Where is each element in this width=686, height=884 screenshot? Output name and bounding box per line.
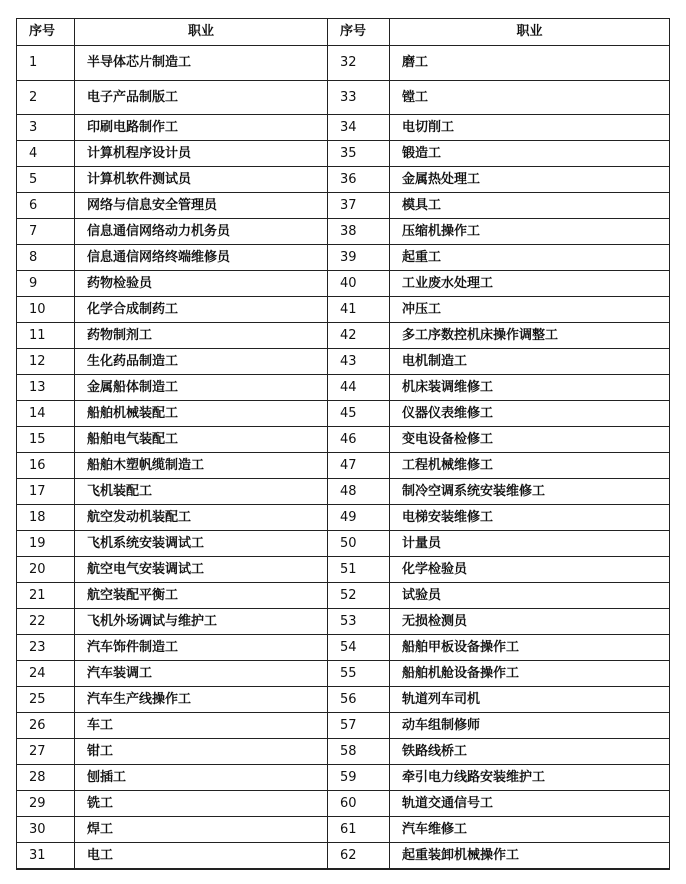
table-row <box>17 375 670 401</box>
occupation-name-right: 动车组制修师 <box>390 713 670 739</box>
table-row <box>17 635 670 661</box>
table-row <box>17 661 670 687</box>
row-number-left: 12 <box>17 349 75 375</box>
row-number-left: 21 <box>17 583 75 609</box>
table-row <box>17 297 670 323</box>
occupation-name-right: 起重工 <box>390 245 670 271</box>
row-number-right: 55 <box>328 661 390 687</box>
row-number-right: 56 <box>328 687 390 713</box>
occupation-name-right: 变电设备检修工 <box>390 427 670 453</box>
table-row <box>17 713 670 739</box>
occupation-name-right: 冲压工 <box>390 297 670 323</box>
row-number-right: 48 <box>328 479 390 505</box>
occupation-name-right: 金属热处理工 <box>390 167 670 193</box>
row-number-right: 33 <box>328 81 390 115</box>
row-number-left: 9 <box>17 271 75 297</box>
row-number-left: 30 <box>17 817 75 843</box>
occupation-name-right: 仪器仪表维修工 <box>390 401 670 427</box>
occupation-name-left: 飞机外场调试与维护工 <box>75 609 328 635</box>
row-number-left: 20 <box>17 557 75 583</box>
row-number-right: 43 <box>328 349 390 375</box>
row-number-right: 57 <box>328 713 390 739</box>
row-number-left: 13 <box>17 375 75 401</box>
occupation-name-left: 航空电气安装调试工 <box>75 557 328 583</box>
occupation-name-right: 试验员 <box>390 583 670 609</box>
occupation-name-left: 网络与信息安全管理员 <box>75 193 328 219</box>
occupation-name-left: 铣工 <box>75 791 328 817</box>
row-number-left: 5 <box>17 167 75 193</box>
table-row <box>17 505 670 531</box>
occupation-name-left: 汽车生产线操作工 <box>75 687 328 713</box>
occupation-name-right: 多工序数控机床操作调整工 <box>390 323 670 349</box>
occupation-name-left: 印刷电路制作工 <box>75 115 328 141</box>
row-number-left: 29 <box>17 791 75 817</box>
row-number-left: 2 <box>17 81 75 115</box>
table-row <box>17 167 670 193</box>
occupation-name-right: 轨道交通信号工 <box>390 791 670 817</box>
table-row <box>17 687 670 713</box>
occupation-name-left: 信息通信网络动力机务员 <box>75 219 328 245</box>
occupation-name-left: 飞机装配工 <box>75 479 328 505</box>
occupation-table <box>16 18 670 870</box>
row-number-right: 36 <box>328 167 390 193</box>
occupation-name-right: 电机制造工 <box>390 349 670 375</box>
table-row <box>17 323 670 349</box>
row-number-left: 15 <box>17 427 75 453</box>
occupation-name-left: 船舶电气装配工 <box>75 427 328 453</box>
row-number-left: 22 <box>17 609 75 635</box>
row-number-right: 34 <box>328 115 390 141</box>
header-number-right: 序号 <box>328 19 390 46</box>
occupation-name-right: 轨道列车司机 <box>390 687 670 713</box>
row-number-right: 52 <box>328 583 390 609</box>
occupation-name-right: 船舶机舱设备操作工 <box>390 661 670 687</box>
table-row <box>17 453 670 479</box>
row-number-right: 45 <box>328 401 390 427</box>
occupation-name-left: 汽车装调工 <box>75 661 328 687</box>
occupation-name-right: 化学检验员 <box>390 557 670 583</box>
row-number-right: 59 <box>328 765 390 791</box>
row-number-right: 39 <box>328 245 390 271</box>
occupation-name-left: 船舶木塑帆缆制造工 <box>75 453 328 479</box>
table-row <box>17 427 670 453</box>
table-row <box>17 115 670 141</box>
table-row <box>17 557 670 583</box>
row-number-right: 37 <box>328 193 390 219</box>
row-number-right: 32 <box>328 46 390 81</box>
occupation-name-right: 模具工 <box>390 193 670 219</box>
row-number-left: 8 <box>17 245 75 271</box>
occupation-name-left: 生化药品制造工 <box>75 349 328 375</box>
row-number-left: 11 <box>17 323 75 349</box>
occupation-name-left: 计算机软件测试员 <box>75 167 328 193</box>
table-row <box>17 583 670 609</box>
occupation-name-right: 磨工 <box>390 46 670 81</box>
table-row <box>17 531 670 557</box>
occupation-name-right: 电切削工 <box>390 115 670 141</box>
occupation-name-right: 船舶甲板设备操作工 <box>390 635 670 661</box>
occupation-name-left: 化学合成制药工 <box>75 297 328 323</box>
row-number-left: 16 <box>17 453 75 479</box>
row-number-left: 10 <box>17 297 75 323</box>
occupation-name-left: 船舶机械装配工 <box>75 401 328 427</box>
table-row <box>17 401 670 427</box>
occupation-name-left: 药物制剂工 <box>75 323 328 349</box>
row-number-right: 50 <box>328 531 390 557</box>
table-row <box>17 219 670 245</box>
occupation-name-right: 工程机械维修工 <box>390 453 670 479</box>
occupation-name-left: 汽车饰件制造工 <box>75 635 328 661</box>
header-occupation-right: 职业 <box>390 19 670 46</box>
occupation-name-left: 药物检验员 <box>75 271 328 297</box>
row-number-left: 6 <box>17 193 75 219</box>
table-row <box>17 843 670 870</box>
occupation-name-left: 电子产品制版工 <box>75 81 328 115</box>
occupation-name-right: 电梯安装维修工 <box>390 505 670 531</box>
header-number-left: 序号 <box>17 19 75 46</box>
row-number-right: 44 <box>328 375 390 401</box>
row-number-left: 25 <box>17 687 75 713</box>
occupation-name-left: 电工 <box>75 843 328 870</box>
occupation-name-left: 航空发动机装配工 <box>75 505 328 531</box>
occupation-name-left: 信息通信网络终端维修员 <box>75 245 328 271</box>
table-row <box>17 81 670 115</box>
row-number-left: 18 <box>17 505 75 531</box>
occupation-name-right: 计量员 <box>390 531 670 557</box>
table-row <box>17 46 670 81</box>
row-number-left: 27 <box>17 739 75 765</box>
table-row <box>17 765 670 791</box>
occupation-name-left: 车工 <box>75 713 328 739</box>
occupation-name-right: 无损检测员 <box>390 609 670 635</box>
row-number-right: 46 <box>328 427 390 453</box>
table-row <box>17 479 670 505</box>
table-row <box>17 141 670 167</box>
row-number-right: 40 <box>328 271 390 297</box>
table-body <box>17 46 670 870</box>
row-number-left: 4 <box>17 141 75 167</box>
occupation-name-right: 铁路线桥工 <box>390 739 670 765</box>
row-number-left: 31 <box>17 843 75 870</box>
table-row <box>17 349 670 375</box>
occupation-name-left: 钳工 <box>75 739 328 765</box>
occupation-name-right: 锻造工 <box>390 141 670 167</box>
row-number-left: 17 <box>17 479 75 505</box>
row-number-right: 54 <box>328 635 390 661</box>
row-number-right: 51 <box>328 557 390 583</box>
row-number-right: 47 <box>328 453 390 479</box>
occupation-name-left: 焊工 <box>75 817 328 843</box>
row-number-right: 38 <box>328 219 390 245</box>
row-number-right: 61 <box>328 817 390 843</box>
occupation-name-right: 压缩机操作工 <box>390 219 670 245</box>
table-row <box>17 609 670 635</box>
occupation-name-left: 金属船体制造工 <box>75 375 328 401</box>
row-number-right: 60 <box>328 791 390 817</box>
row-number-right: 58 <box>328 739 390 765</box>
table-row <box>17 817 670 843</box>
table-row <box>17 739 670 765</box>
row-number-right: 53 <box>328 609 390 635</box>
row-number-left: 26 <box>17 713 75 739</box>
occupation-name-right: 工业废水处理工 <box>390 271 670 297</box>
table-row <box>17 791 670 817</box>
occupation-name-left: 半导体芯片制造工 <box>75 46 328 81</box>
row-number-right: 35 <box>328 141 390 167</box>
row-number-left: 24 <box>17 661 75 687</box>
row-number-left: 28 <box>17 765 75 791</box>
occupation-name-left: 刨插工 <box>75 765 328 791</box>
occupation-name-left: 飞机系统安装调试工 <box>75 531 328 557</box>
table-row <box>17 193 670 219</box>
occupation-name-right: 起重装卸机械操作工 <box>390 843 670 870</box>
row-number-left: 3 <box>17 115 75 141</box>
row-number-left: 19 <box>17 531 75 557</box>
row-number-left: 1 <box>17 46 75 81</box>
row-number-left: 7 <box>17 219 75 245</box>
occupation-name-right: 汽车维修工 <box>390 817 670 843</box>
row-number-left: 14 <box>17 401 75 427</box>
occupation-name-left: 计算机程序设计员 <box>75 141 328 167</box>
row-number-right: 41 <box>328 297 390 323</box>
occupation-name-right: 牵引电力线路安装维护工 <box>390 765 670 791</box>
table-row <box>17 271 670 297</box>
row-number-right: 62 <box>328 843 390 870</box>
header-row <box>17 19 670 46</box>
occupation-name-right: 机床装调维修工 <box>390 375 670 401</box>
row-number-left: 23 <box>17 635 75 661</box>
row-number-right: 49 <box>328 505 390 531</box>
occupation-name-right: 镗工 <box>390 81 670 115</box>
row-number-right: 42 <box>328 323 390 349</box>
header-occupation-left: 职业 <box>75 19 328 46</box>
occupation-name-right: 制冷空调系统安装维修工 <box>390 479 670 505</box>
table-row <box>17 245 670 271</box>
occupation-name-left: 航空装配平衡工 <box>75 583 328 609</box>
